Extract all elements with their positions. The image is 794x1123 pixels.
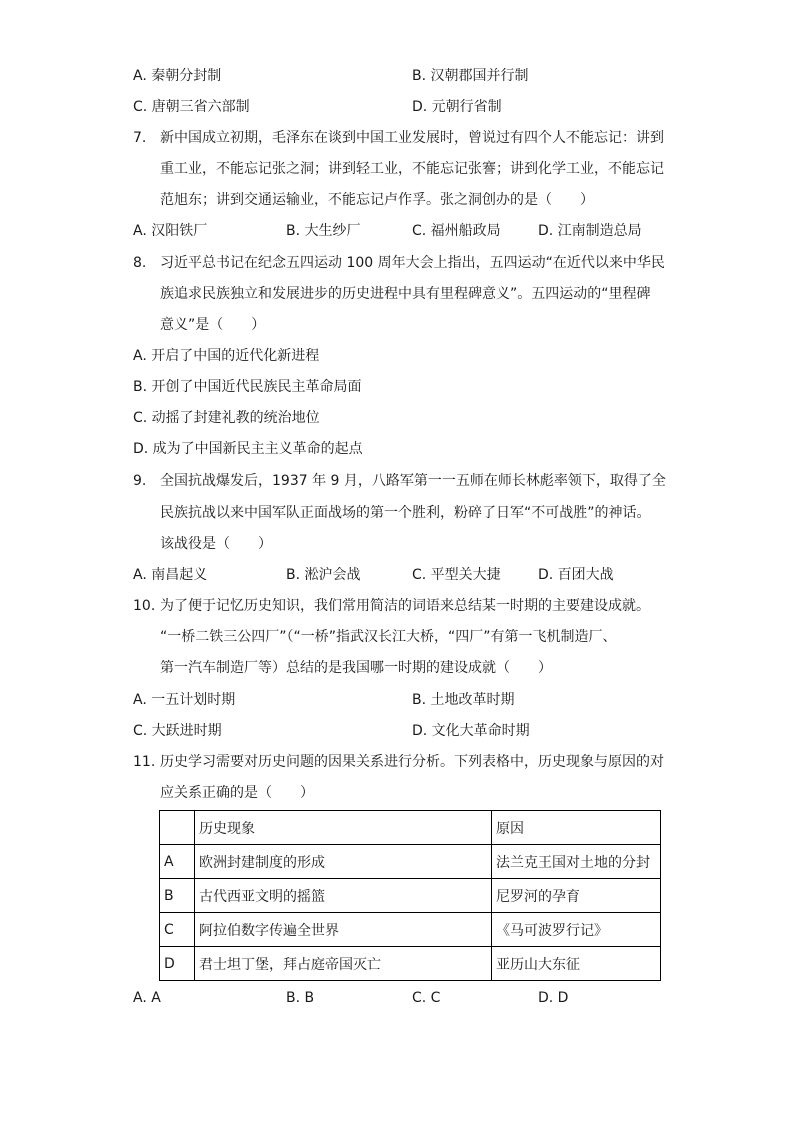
table-cell: C: [160, 913, 195, 947]
table-cell: 君士坦丁堡，拜占庭帝国灭亡: [195, 947, 492, 981]
option-d[interactable]: D. 元朝行省制: [412, 99, 502, 115]
table-row: [160, 879, 661, 913]
question-number: 10.: [133, 598, 156, 614]
option-d[interactable]: D. 文化大革命时期: [412, 723, 530, 739]
question-text: 重工业，不能忘记张之洞；讲到轻工业，不能忘记张謇；讲到化学工业，不能忘记: [160, 161, 664, 177]
table-cell: 《马可波罗行记》: [492, 913, 661, 947]
question-text: 范旭东；讲到交通运输业，不能忘记卢作孚。张之洞创办的是（ ）: [160, 192, 594, 208]
question-text: “一桥二铁三公四厂”（“一桥”指武汉长江大桥，“四厂”有第一飞机制造厂、: [160, 629, 617, 645]
question-number: 11.: [133, 754, 156, 770]
question-text: 新中国成立初期，毛泽东在谈到中国工业发展时，曾说过有四个人不能忘记：讲到: [160, 130, 664, 146]
table-cell: B: [160, 879, 195, 913]
question-number: 9.: [133, 473, 147, 489]
option-b[interactable]: B. B: [286, 990, 315, 1006]
option-c[interactable]: C. 平型关大捷: [412, 567, 501, 583]
option-b[interactable]: B. 淞沪会战: [286, 567, 361, 583]
option-c[interactable]: C. 大跃进时期: [133, 723, 222, 739]
option-d[interactable]: D. 成为了中国新民主主义革命的起点: [133, 441, 363, 457]
table-header-cell: 历史现象: [195, 811, 492, 845]
table-header-cell: 原因: [492, 811, 661, 845]
option-a[interactable]: A. 秦朝分封制: [133, 68, 222, 84]
question-text: 该战役是（ ）: [160, 536, 272, 552]
table-row: [160, 913, 661, 947]
option-b[interactable]: B. 大生纱厂: [286, 223, 361, 239]
table-row: [160, 947, 661, 981]
option-c[interactable]: C. 唐朝三省六部制: [133, 99, 250, 115]
question-text: 习近平总书记在纪念五四运动 100 周年大会上指出，五四运动“在近代以来中华民: [160, 255, 665, 271]
option-c[interactable]: C. 福州船政局: [412, 223, 501, 239]
option-a[interactable]: A. A: [133, 990, 161, 1006]
table-cell: D: [160, 947, 195, 981]
table-cell: 法兰克王国对土地的分封: [492, 845, 661, 879]
option-b[interactable]: B. 土地改革时期: [412, 692, 515, 708]
option-c[interactable]: C. C: [412, 990, 441, 1006]
option-a[interactable]: A. 开启了中国的近代化新进程: [133, 348, 320, 364]
question-number: 7.: [133, 130, 147, 146]
question-text: 意义”是（ ）: [160, 317, 266, 333]
table-cell: 尼罗河的孕育: [492, 879, 661, 913]
option-b[interactable]: B. 开创了中国近代民族民主革命局面: [133, 379, 362, 395]
table-cell: 阿拉伯数字传遍全世界: [195, 913, 492, 947]
table-cell: 古代西亚文明的摇篮: [195, 879, 492, 913]
option-b[interactable]: B. 汉朝郡国并行制: [412, 68, 529, 84]
question-text: 民族抗战以来中国军队正面战场的第一个胜利，粉碎了日军“不可战胜”的神话。: [160, 505, 651, 521]
option-a[interactable]: A. 南昌起义: [133, 567, 208, 583]
question-number: 8.: [133, 255, 147, 271]
table-cell: 亚历山大东征: [492, 947, 661, 981]
cause-effect-table: [159, 810, 661, 981]
table-header-cell: [160, 811, 195, 845]
table-cell: 欧洲封建制度的形成: [195, 845, 492, 879]
question-text: 为了便于记忆历史知识，我们常用简洁的词语来总结某一时期的主要建设成就。: [160, 598, 650, 614]
table-cell: A: [160, 845, 195, 879]
question-text: 族追求民族独立和发展进步的历史进程中具有里程碑意义”。五四运动的“里程碑: [160, 286, 651, 302]
question-text: 全国抗战爆发后，1937 年 9 月，八路军第一一五师在师长林彪率领下，取得了全: [160, 473, 666, 489]
option-a[interactable]: A. 汉阳铁厂: [133, 223, 208, 239]
table-header-row: [160, 811, 661, 845]
question-text: 应关系正确的是（ ）: [160, 785, 314, 801]
option-d[interactable]: D. D: [538, 990, 569, 1006]
question-text: 历史学习需要对历史问题的因果关系进行分析。下列表格中，历史现象与原因的对: [160, 754, 664, 770]
option-c[interactable]: C. 动摇了封建礼教的统治地位: [133, 410, 320, 426]
table-row: [160, 845, 661, 879]
option-d[interactable]: D. 百团大战: [538, 567, 614, 583]
option-d[interactable]: D. 江南制造总局: [538, 223, 642, 239]
option-a[interactable]: A. 一五计划时期: [133, 692, 236, 708]
question-text: 第一汽车制造厂等）总结的是我国哪一时期的建设成就（ ）: [160, 660, 552, 676]
